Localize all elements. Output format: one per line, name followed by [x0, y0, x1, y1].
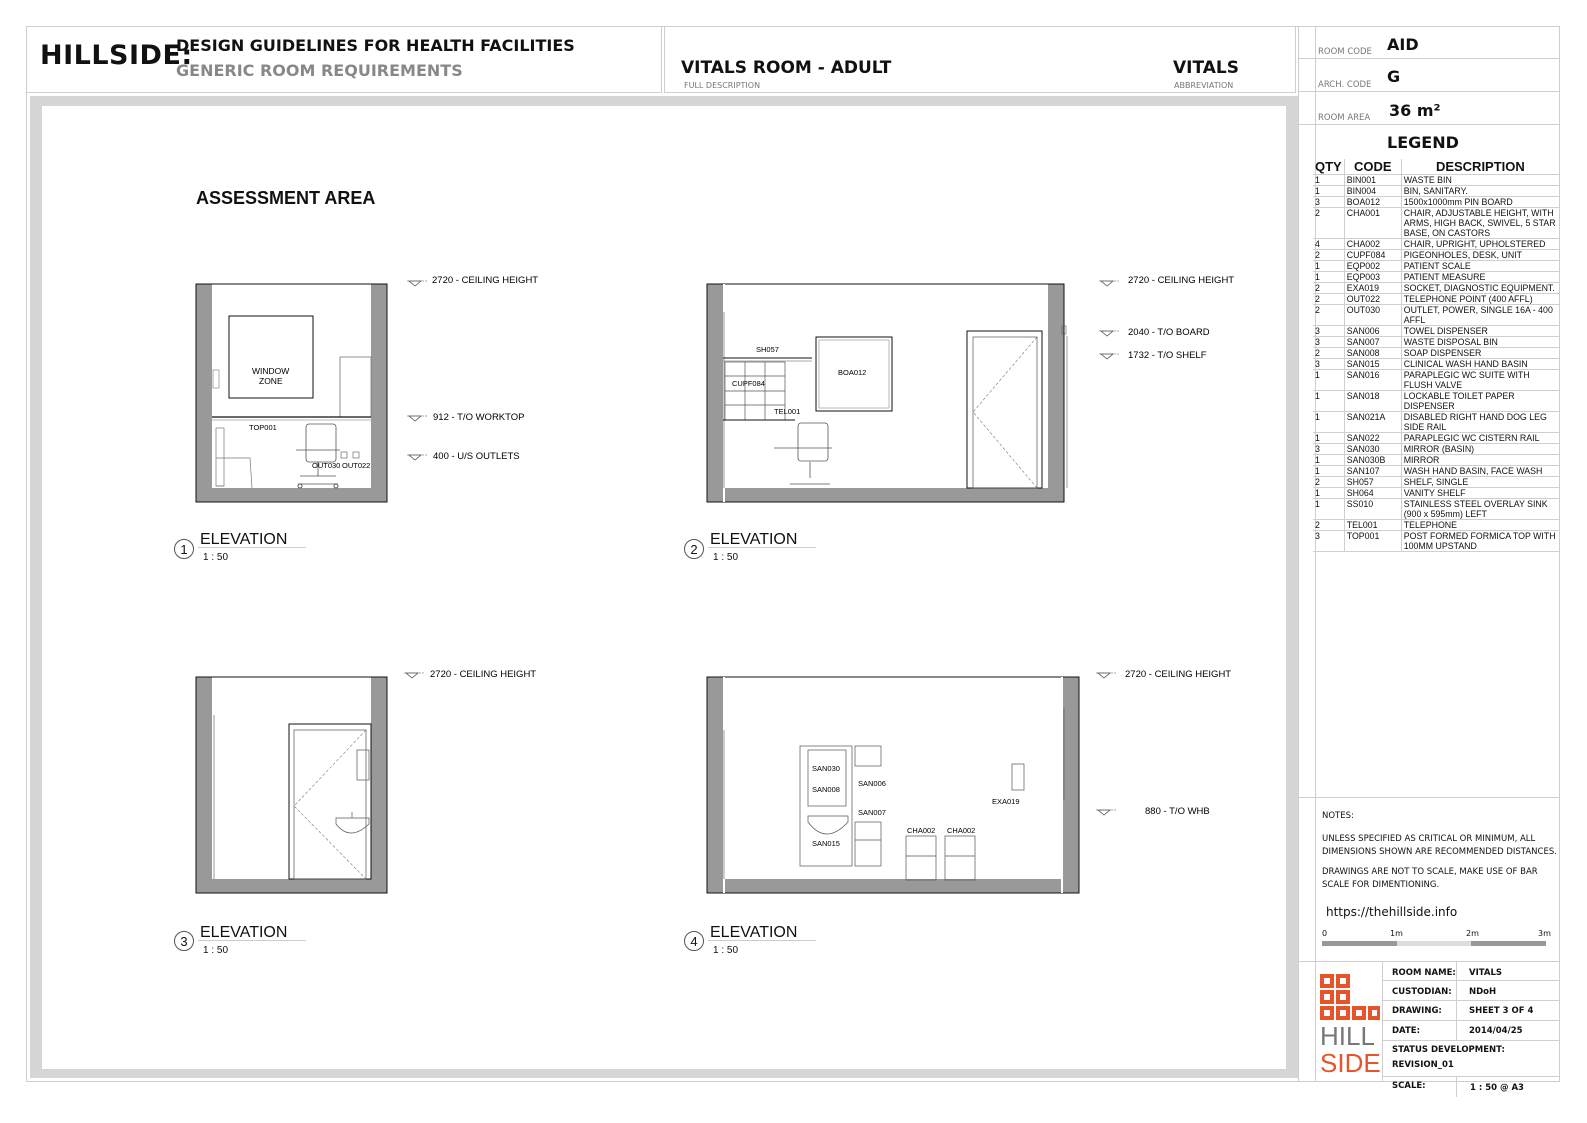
tag-tel001: TEL001: [774, 407, 801, 416]
legend-code: SAN008: [1344, 348, 1401, 359]
legend-code: BIN004: [1344, 186, 1401, 197]
elevation-1-title: ELEVATION: [200, 531, 288, 548]
legend-qty: 3: [1313, 337, 1344, 348]
tag-san030: SAN030: [812, 764, 840, 773]
legend-row: [1313, 444, 1559, 455]
tag-cupf084: CUPF084: [732, 379, 765, 388]
legend-description: LOCKABLE TOILET PAPER DISPENSER: [1401, 391, 1559, 412]
legend-qty: 3: [1313, 359, 1344, 370]
legend-description: TELEPHONE POINT (400 AFFL): [1401, 294, 1559, 305]
legend-code: SAN021A: [1344, 412, 1401, 433]
legend-description: WASH HAND BASIN, FACE WASH: [1401, 466, 1559, 477]
legend-row: [1313, 208, 1559, 239]
tag-boa012: BOA012: [838, 368, 867, 377]
scale-label-3m: 3m: [1538, 929, 1551, 938]
level-2-ceiling: 2720 - CEILING HEIGHT: [1128, 275, 1235, 286]
legend-row: [1313, 348, 1559, 359]
legend-row: [1313, 391, 1559, 412]
legend-description: OUTLET, POWER, SINGLE 16A - 400 AFFL: [1401, 305, 1559, 326]
guideline-title: DESIGN GUIDELINES FOR HEALTH FACILITIES: [176, 36, 575, 55]
level-4-whb: 880 - T/O WHB: [1145, 806, 1210, 817]
room-code-value: AID: [1387, 35, 1419, 54]
guideline-subtitle: GENERIC ROOM REQUIREMENTS: [176, 61, 463, 80]
tag-top001: TOP001: [249, 423, 277, 432]
legend-row: [1313, 455, 1559, 466]
legend-code: SAN016: [1344, 370, 1401, 391]
legend-qty: 1: [1313, 272, 1344, 283]
legend-row: [1313, 294, 1559, 305]
legend-code: CHA002: [1344, 239, 1401, 250]
legend-qty: 2: [1313, 250, 1344, 261]
tag-sh057: SH057: [756, 345, 779, 354]
legend-row: [1313, 531, 1559, 552]
legend-qty: 3: [1313, 197, 1344, 208]
tag-san015: SAN015: [812, 839, 840, 848]
legend-description: PATIENT MEASURE: [1401, 272, 1559, 283]
legend-code: BOA012: [1344, 197, 1401, 208]
tag-out022: OUT022: [342, 461, 371, 470]
legend-code: TOP001: [1344, 531, 1401, 552]
status-label: STATUS DEVELOPMENT:: [1392, 1045, 1505, 1055]
legend-code: CUPF084: [1344, 250, 1401, 261]
legend-qty: 2: [1313, 208, 1344, 239]
legend-row: [1313, 186, 1559, 197]
legend-row: [1313, 283, 1559, 294]
level-2-board: 2040 - T/O BOARD: [1128, 327, 1210, 338]
elevation-2-drawing: [707, 275, 1234, 502]
legend-qty: 2: [1313, 283, 1344, 294]
legend-code: SH064: [1344, 488, 1401, 499]
abbreviation-label: ABBREVIATION: [1174, 81, 1234, 90]
legend-description: BIN, SANITARY.: [1401, 186, 1559, 197]
level-4-ceiling: 2720 - CEILING HEIGHT: [1125, 669, 1232, 680]
legend-header-description: DESCRIPTION: [1401, 159, 1559, 175]
legend-qty: 1: [1313, 455, 1344, 466]
legend-qty: 1: [1313, 175, 1344, 186]
legend-qty: 1: [1313, 499, 1344, 520]
legend-code: EQP002: [1344, 261, 1401, 272]
tag-san007: SAN007: [858, 808, 886, 817]
tag-out030: OUT030: [312, 461, 341, 470]
drawing-label: DRAWING:: [1392, 1006, 1442, 1016]
tag-exa019: EXA019: [992, 797, 1020, 806]
elevation-2-title: ELEVATION: [710, 531, 798, 548]
drawing-value: SHEET 3 OF 4: [1469, 1006, 1534, 1016]
scale-field-label: SCALE:: [1392, 1081, 1426, 1091]
scale-label-0: 0: [1322, 929, 1328, 938]
legend-description: CHAIR, UPRIGHT, UPHOLSTERED: [1401, 239, 1559, 250]
status-value: REVISION_01: [1392, 1060, 1454, 1070]
legend-row: [1313, 520, 1559, 531]
legend-code: SAN030B: [1344, 455, 1401, 466]
legend-row: [1313, 359, 1559, 370]
legend-description: MIRROR (BASIN): [1401, 444, 1559, 455]
legend-qty: 4: [1313, 239, 1344, 250]
notes-title: NOTES:: [1322, 811, 1354, 821]
elevation-4-marker: 4: [684, 931, 704, 951]
tag-zone: ZONE: [259, 376, 283, 386]
tag-san006: SAN006: [858, 779, 886, 788]
legend-row: [1313, 337, 1559, 348]
legend-code: SAN006: [1344, 326, 1401, 337]
legend-row: [1313, 499, 1559, 520]
legend-description: DISABLED RIGHT HAND DOG LEG SIDE RAIL: [1401, 412, 1559, 433]
legend-header-code: CODE: [1344, 159, 1401, 175]
room-code-label: ROOM CODE: [1318, 47, 1372, 57]
legend-description: SOAP DISPENSER: [1401, 348, 1559, 359]
legend-code: EQP003: [1344, 272, 1401, 283]
legend-row: [1313, 250, 1559, 261]
legend-row: [1313, 239, 1559, 250]
level-3-ceiling: 2720 - CEILING HEIGHT: [430, 669, 537, 680]
legend-code: TEL001: [1344, 520, 1401, 531]
legend-qty: 1: [1313, 261, 1344, 272]
legend-description: PARAPLEGIC WC CISTERN RAIL: [1401, 433, 1559, 444]
legend-description: WASTE DISPOSAL BIN: [1401, 337, 1559, 348]
full-description-label: FULL DESCRIPTION: [684, 81, 761, 90]
logo-text-top: HILL: [1320, 1021, 1375, 1051]
notes-line-1: UNLESS SPECIFIED AS CRITICAL OR MINIMUM, ALL DIMENSIONS SHOWN ARE RECOMMENDED DISTANCES.: [1322, 834, 1557, 857]
legend-qty: 1: [1313, 412, 1344, 433]
legend-description: SOCKET, DIAGNOSTIC EQUIPMENT.: [1401, 283, 1559, 294]
legend-qty: 1: [1313, 186, 1344, 197]
legend-description: CLINICAL WASH HAND BASIN: [1401, 359, 1559, 370]
room-area-label: ROOM AREA: [1318, 113, 1371, 123]
legend-description: PARAPLEGIC WC SUITE WITH FLUSH VALVE: [1401, 370, 1559, 391]
legend-code: BIN001: [1344, 175, 1401, 186]
legend-qty: 2: [1313, 348, 1344, 359]
legend-table: [1313, 159, 1559, 552]
website-link[interactable]: https://thehillside.info: [1326, 905, 1458, 919]
legend-code: SAN022: [1344, 433, 1401, 444]
legend-header-qty: QTY: [1313, 159, 1344, 175]
level-2-shelf: 1732 - T/O SHELF: [1128, 350, 1207, 361]
legend-qty: 1: [1313, 391, 1344, 412]
legend-description: TOWEL DISPENSER: [1401, 326, 1559, 337]
legend-code: SS010: [1344, 499, 1401, 520]
legend-row: [1313, 197, 1559, 208]
legend-row: [1313, 488, 1559, 499]
legend-description: PIGEONHOLES, DESK, UNIT: [1401, 250, 1559, 261]
legend-code: SAN018: [1344, 391, 1401, 412]
brand-title: HILLSIDE:: [40, 40, 193, 71]
legend-code: SAN030: [1344, 444, 1401, 455]
legend-row: [1313, 272, 1559, 283]
elevation-4-drawing: [707, 669, 1231, 893]
scale-label-1m: 1m: [1390, 929, 1403, 938]
legend-description: VANITY SHELF: [1401, 488, 1559, 499]
room-area-value: 36 m²: [1389, 101, 1441, 120]
tag-window: WINDOW: [252, 366, 290, 376]
scale-field-value: 1 : 50 @ A3: [1470, 1083, 1524, 1093]
elevation-2-scale: 1 : 50: [713, 552, 739, 563]
tag-cha002-a: CHA002: [907, 826, 936, 835]
room-name-value: VITALS: [1469, 968, 1502, 978]
legend-description: TELEPHONE: [1401, 520, 1559, 531]
legend-row: [1313, 370, 1559, 391]
logo-text-bottom: SIDE: [1320, 1048, 1381, 1078]
tag-cha002-b: CHA002: [947, 826, 976, 835]
elevation-3-scale: 1 : 50: [203, 945, 229, 956]
legend-row: [1313, 175, 1559, 186]
legend-row: [1313, 326, 1559, 337]
legend-description: 1500x1000mm PIN BOARD: [1401, 197, 1559, 208]
elevation-4-title: ELEVATION: [710, 924, 798, 941]
date-value: 2014/04/25: [1469, 1026, 1523, 1036]
legend-description: PATIENT SCALE: [1401, 261, 1559, 272]
elevation-1-drawing: [196, 275, 538, 502]
legend-description: CHAIR, ADJUSTABLE HEIGHT, WITH ARMS, HIGH BACK, SWIVEL, 5 STAR BASE, ON CASTORS: [1401, 208, 1559, 239]
legend-row: [1313, 261, 1559, 272]
legend-qty: 2: [1313, 305, 1344, 326]
scale-label-2m: 2m: [1466, 929, 1479, 938]
legend-row: [1313, 466, 1559, 477]
legend-description: MIRROR: [1401, 455, 1559, 466]
legend-description: WASTE BIN: [1401, 175, 1559, 186]
legend-qty: 1: [1313, 466, 1344, 477]
level-1-outlets: 400 - U/S OUTLETS: [433, 451, 520, 462]
tag-san008: SAN008: [812, 785, 840, 794]
elevation-3-marker: 3: [174, 931, 194, 951]
level-1-ceiling: 2720 - CEILING HEIGHT: [432, 275, 539, 286]
elevation-3-drawing: [196, 669, 536, 893]
custodian-label: CUSTODIAN:: [1392, 987, 1452, 997]
date-label: DATE:: [1392, 1026, 1420, 1036]
elevation-1-scale: 1 : 50: [203, 552, 229, 563]
custodian-value: NDoH: [1469, 987, 1497, 997]
legend-title: LEGEND: [1387, 133, 1459, 152]
elevation-4-scale: 1 : 50: [713, 945, 739, 956]
legend-description: POST FORMED FORMICA TOP WITH 100MM UPSTAND: [1401, 531, 1559, 552]
notes-block: [1322, 810, 1557, 892]
legend-qty: 2: [1313, 294, 1344, 305]
legend-code: EXA019: [1344, 283, 1401, 294]
arch-code-value: G: [1387, 67, 1401, 86]
legend-row: [1313, 412, 1559, 433]
legend-qty: 3: [1313, 531, 1344, 552]
legend-row: [1313, 433, 1559, 444]
legend-qty: 3: [1313, 444, 1344, 455]
legend-code: SAN015: [1344, 359, 1401, 370]
legend-code: OUT022: [1344, 294, 1401, 305]
legend-description: STAINLESS STEEL OVERLAY SINK (900 x 595mm) LEFT: [1401, 499, 1559, 520]
level-1-worktop: 912 - T/O WORKTOP: [433, 412, 525, 423]
elevation-3-title: ELEVATION: [200, 924, 288, 941]
elevation-1-marker: 1: [174, 539, 194, 559]
legend-code: SAN107: [1344, 466, 1401, 477]
legend-code: SAN007: [1344, 337, 1401, 348]
legend-code: OUT030: [1344, 305, 1401, 326]
legend-qty: 2: [1313, 520, 1344, 531]
room-name-label: ROOM NAME:: [1392, 968, 1456, 978]
elevation-2-marker: 2: [684, 539, 704, 559]
scale-bar: [1322, 941, 1546, 946]
legend-code: CHA001: [1344, 208, 1401, 239]
notes-line-2: DRAWINGS ARE NOT TO SCALE, MAKE USE OF BAR SCALE FOR DIMENTIONING.: [1322, 867, 1538, 890]
legend-row: [1313, 477, 1559, 488]
legend-description: SHELF, SINGLE: [1401, 477, 1559, 488]
legend-qty: 3: [1313, 326, 1344, 337]
section-title: ASSESSMENT AREA: [196, 188, 376, 208]
abbreviation: VITALS: [1173, 58, 1239, 78]
legend-qty: 1: [1313, 370, 1344, 391]
legend-code: SH057: [1344, 477, 1401, 488]
arch-code-label: ARCH. CODE: [1318, 80, 1372, 90]
legend-row: [1313, 305, 1559, 326]
legend-qty: 1: [1313, 433, 1344, 444]
hillside-logo: [1318, 972, 1382, 1082]
full-description: VITALS ROOM - ADULT: [681, 58, 892, 78]
legend-qty: 2: [1313, 477, 1344, 488]
legend-qty: 1: [1313, 488, 1344, 499]
